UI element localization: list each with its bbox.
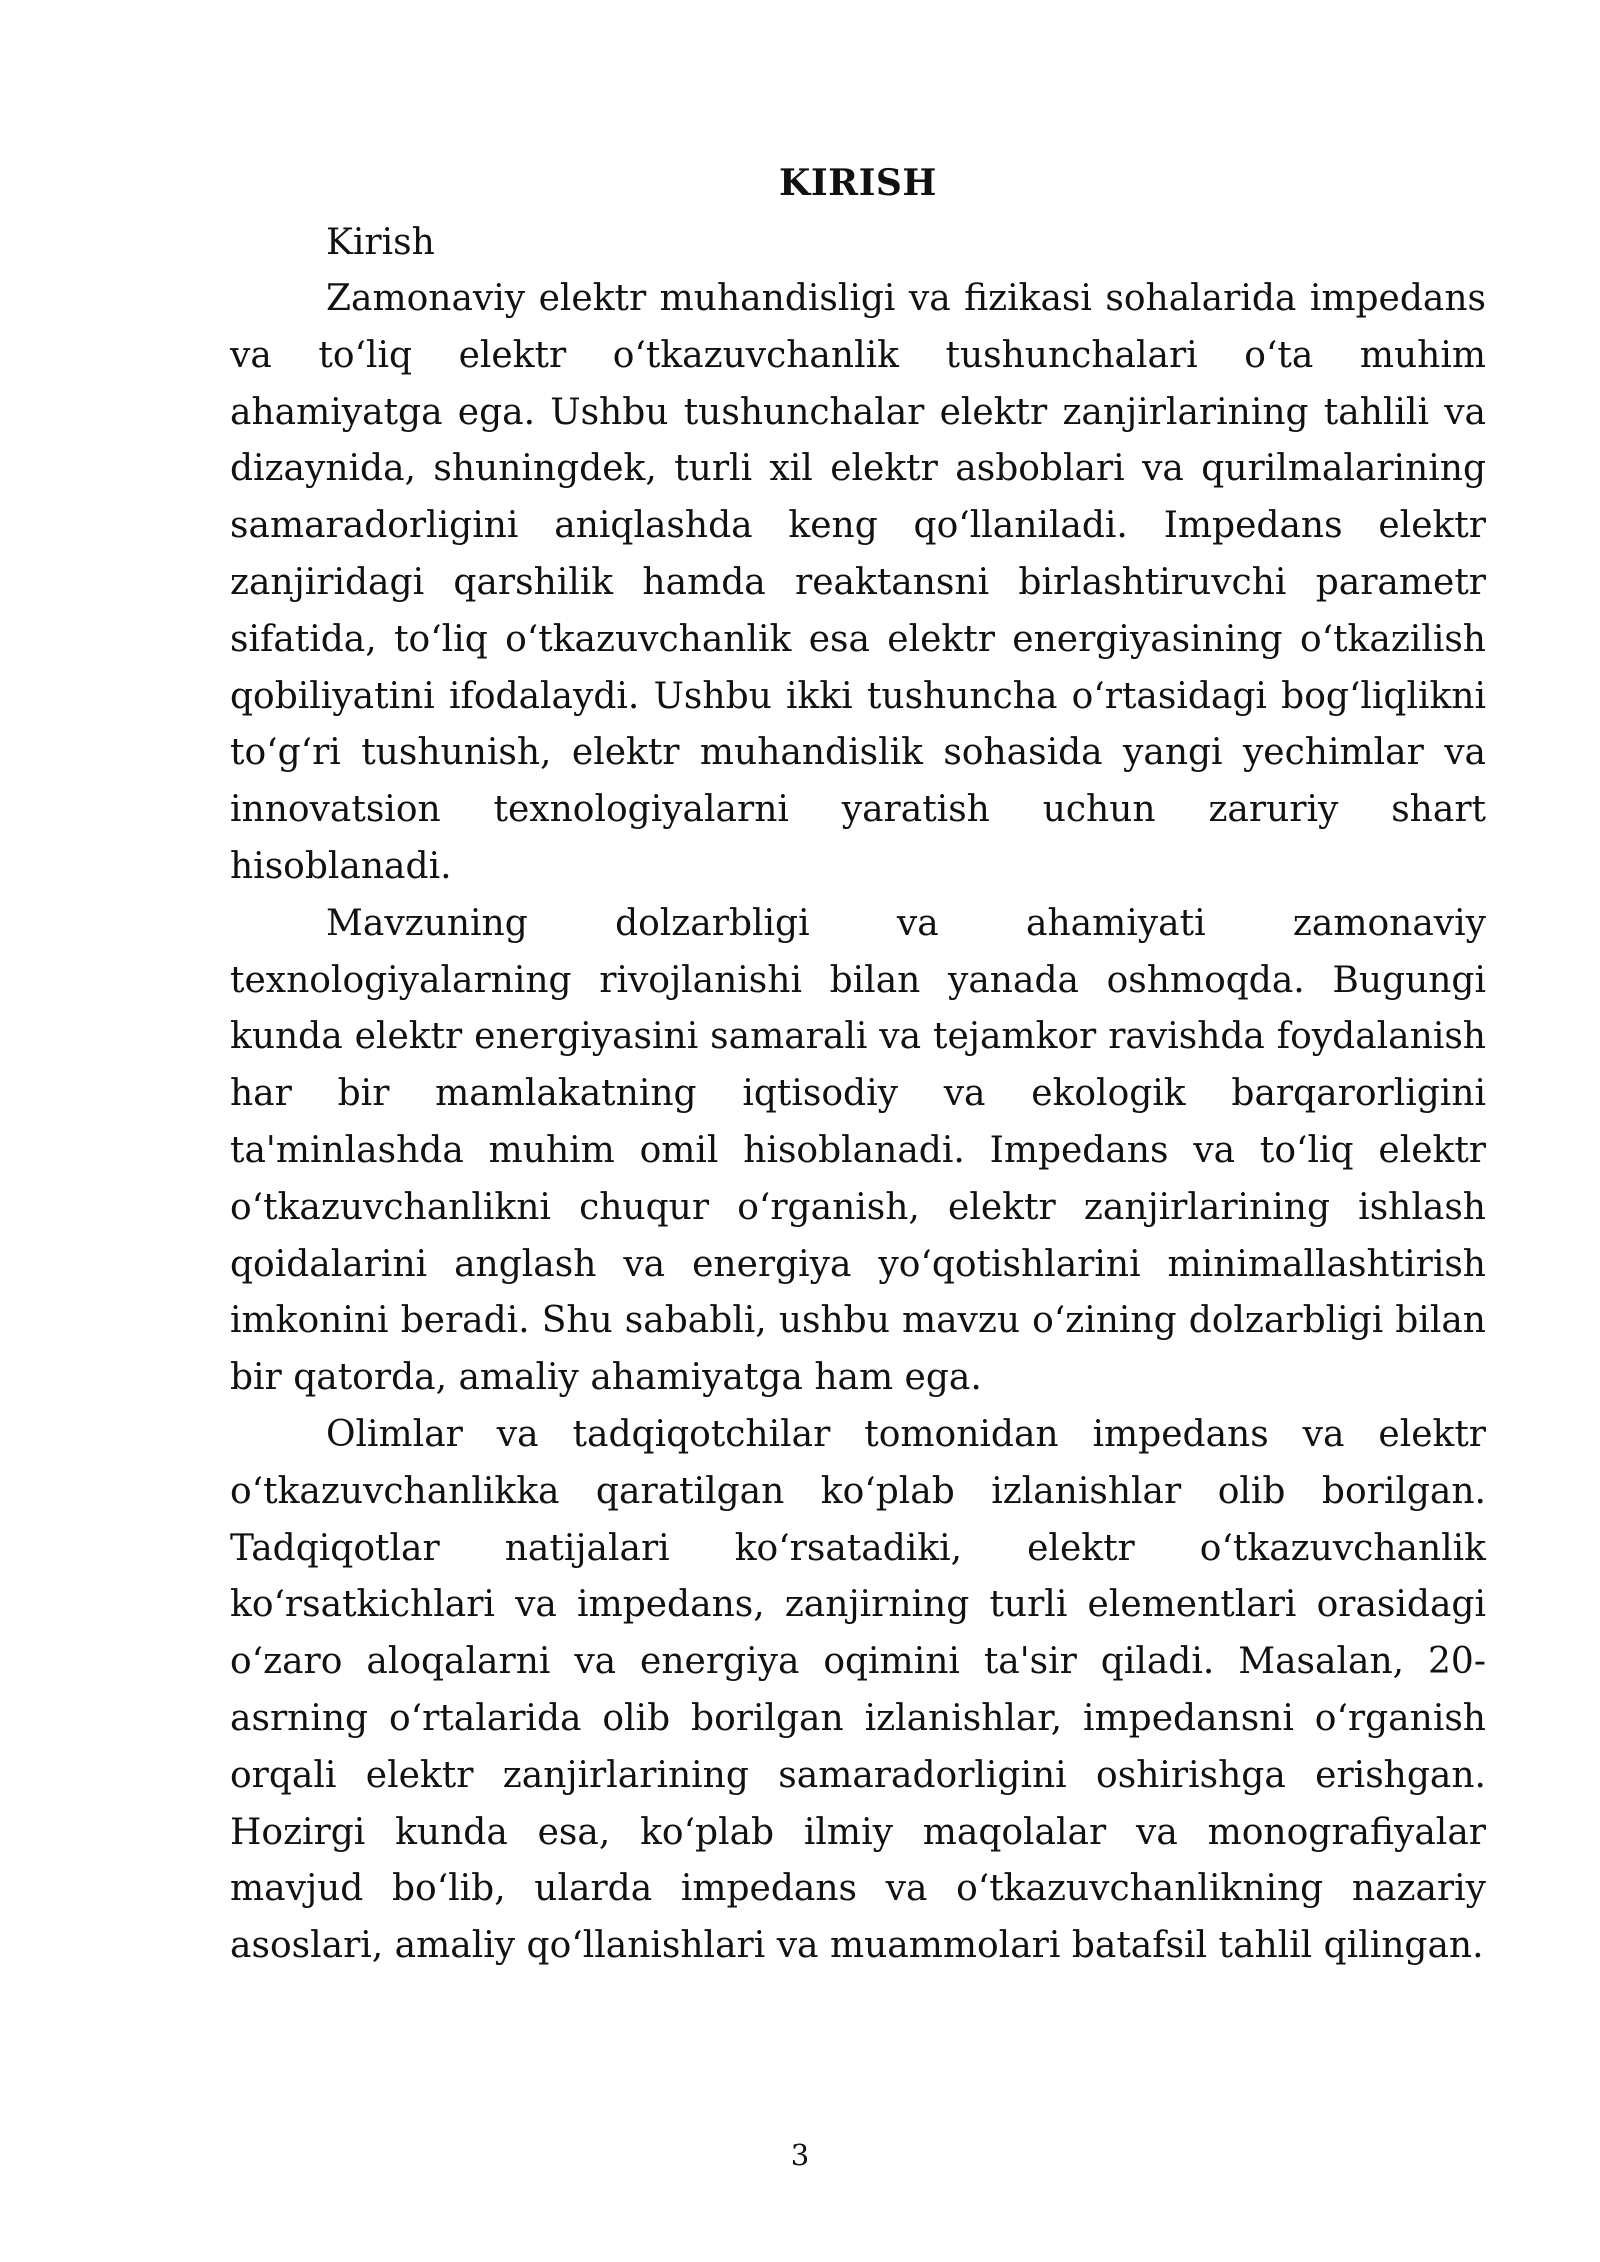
- page-content: [230, 158, 1486, 1975]
- chapter-heading: KIRISH: [779, 162, 937, 204]
- page-number: 3: [790, 2138, 810, 2172]
- section-subheading: Kirish: [326, 222, 435, 263]
- paragraph-research: Olimlar va tadqiqotchilar tomonidan impedans va elektr oʻtkazuvchanlikka qaratilgan koʻplab izlanishlar olib borilgan. Tadqiqotlar natijalari koʻrsatadiki, elektr oʻtkazuvchanlik koʻrsatkichlari va impedans, zanjirning turli elementlari orasidagi oʻzaro aloqalarni va energiya oqimini ta'sir qiladi. Masalan, 20-asrning oʻrtalarida olib borilgan izlanishlar, impedansni oʻrganish orqali elektr zanjirlarining samaradorligini oshirishga erishgan. Hozirgi kunda esa, koʻplab ilmiy maqolalar va monografiyalar mavjud boʻlib, ularda impedans va oʻtkazuvchanlikning nazariy asoslari, amaliy qoʻllanishlari va muammolari batafsil tahlil qilingan.: [230, 1413, 1486, 1967]
- paragraph-intro: Zamonaviy elektr muhandisligi va fizikasi sohalarida impedans va toʻliq elektr oʻtkazuvchanlik tushunchalari oʻta muhim ahamiyatga ega. Ushbu tushunchalar elektr zanjirlarining tahlili va dizaynida, shuningdek, turli xil elektr asboblari va qurilmalarining samaradorligini aniqlashda keng qoʻllaniladi. Impedans elektr zanjiridagi qarshilik hamda reaktansni birlashtiruvchi parametr sifatida, toʻliq oʻtkazuvchanlik esa elektr energiyasining oʻtkazilish qobiliyatini ifodalaydi. Ushbu ikki tushuncha oʻrtasidagi bogʻliqlikni toʻgʻri tushunish, elektr muhandislik sohasida yangi yechimlar va innovatsion texnologiyalarni yaratish uchun zaruriy shart hisoblanadi.: [230, 278, 1486, 887]
- paragraph-relevance: Mavzuning dolzarbligi va ahamiyati zamonaviy texnologiyalarning rivojlanishi bilan yanada oshmoqda. Bugungi kunda elektr energiyasini samarali va tejamkor ravishda foydalanish har bir mamlakatning iqtisodiy va ekologik barqarorligini ta'minlashda muhim omil hisoblanadi. Impedans va toʻliq elektr oʻtkazuvchanlikni chuqur oʻrganish, elektr zanjirlarining ishlash qoidalarini anglash va energiya yoʻqotishlarini minimallashtirish imkonini beradi. Shu sababli, ushbu mavzu oʻzining dolzarbligi bilan bir qatorda, amaliy ahamiyatga ham ega.: [230, 902, 1486, 1399]
